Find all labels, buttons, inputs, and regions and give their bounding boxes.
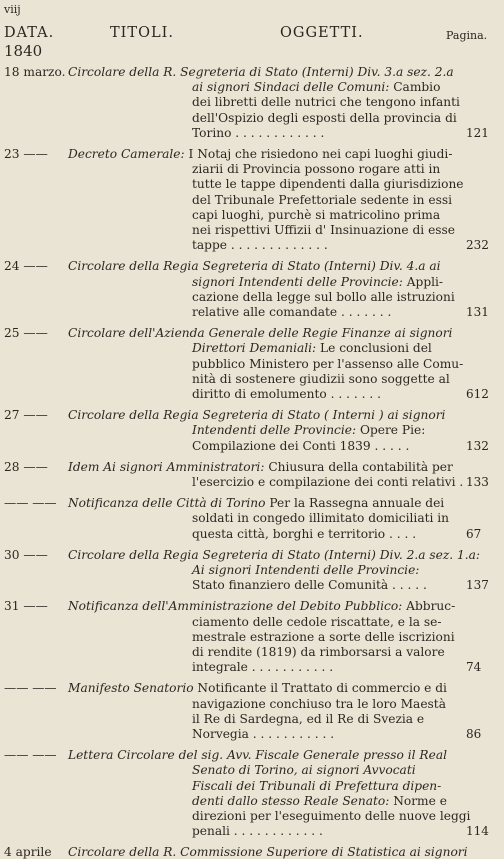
entry-date: 28 —— [4,459,48,474]
entry-text: Stato finanziero delle Comunità . . . . . [192,578,427,593]
entry-text: integrale . . . . . . . . . . . [192,660,334,675]
entry-title: Ai signori Intendenti delle Provincie: [192,563,420,577]
entry-line [192,358,463,370]
entry-text: Le conclusioni del [316,341,432,356]
entry-text: diritto di emolumento . . . . . . . [192,387,381,401]
entry-line [192,825,323,837]
entry-date: 27 —— [4,408,48,423]
entry-line [192,209,440,221]
entry-title: Intendenti delle Provincie: [192,423,357,438]
entry-title: Decreto Camerale: [68,147,185,161]
entry-page-number: 131 [466,305,489,319]
entry-text: capi luoghi, purchè si matricolino prima [192,207,441,222]
entry-line [192,764,416,776]
entry-date: 30 —— [4,547,48,562]
entry-text: questa città, borghi e territorio . . . . [192,526,417,541]
entry-text: Cambio [389,80,441,95]
entry-page-number: 86 [466,727,482,741]
entry-text: dei libretti delle nutrici che tengono infanti [192,95,460,110]
entry-line [192,96,460,108]
entry-text: navigazione conchiuso tra le loro Maestà [192,696,446,711]
entry-title: ai signori Sindaci delle Comuni: [192,80,390,95]
entry-text: I Notaj che risiedono nei capi luoghi giudi- [184,147,453,161]
entry-text: ciamento delle cedole riscattate, e la se- [192,614,442,629]
entry-date: 23 —— [4,147,48,161]
entry-line [192,373,450,385]
entry-page-number: 114 [466,824,489,839]
entry-text: Opere Pie: [356,423,426,438]
entry-line [192,795,447,807]
entry-title: Idem Ai signori Amministratori: [68,459,265,474]
entry-text: nità di sostenere giudizii sono soggette al [192,371,450,386]
entry-line [192,616,441,628]
entry-line [192,512,449,524]
entry-title: signori Intendenti delle Provincie: [192,274,403,289]
entry-line [68,497,444,509]
entry-title: Notificanza dell'Amministrazione del Debito Pubblico: [68,599,403,614]
entry-text: Norme e [389,793,447,808]
entry-title: Circolare della Regia Segreteria di Stato (Interni) Div. 2.a sez. 1.a: [68,547,481,562]
entry-line [68,461,453,473]
entry-text: ziarii di Provincia possono rogare atti in [192,162,441,177]
entry-text: di rendite (1819) da rimborsarsi a valore [192,645,445,659]
entry-text: Compilazione dei Conti 1839 . . . . . [192,438,410,453]
entry-line [192,810,470,822]
entry-line [192,698,446,710]
entry-text: il Re di Sardegna, ed il Re di Svezia e [192,711,425,726]
entry-text: pubblico Ministero per l'assenso alle Comu- [192,356,464,371]
entry-line [68,66,454,78]
entry-line [192,424,425,436]
entry-line [68,600,455,612]
entry-line [68,749,447,761]
entry-line [192,579,427,591]
entry-text: l'esercizio e compilazione dei conti relativi . [192,475,464,489]
entry-date: 4 aprile [4,845,52,859]
entry-title: Circolare della Regia Segreteria di Stato ( Interni ) ai signori [68,408,446,423]
entry-line [68,682,447,694]
entry-line [192,194,452,206]
entry-line [192,713,424,725]
entry-line [192,780,441,792]
entry-line [68,327,452,339]
entry-text: cazione della legge sul bollo alle istruzioni [192,289,455,304]
entry-date: —— —— [4,496,57,511]
entry-text: direzioni per l'eseguimento delle nuove leggi [192,809,471,823]
entry-page-number: 67 [466,526,482,541]
entry-text: Per la Rassegna annuale dei [265,496,445,511]
entry-title: Circolare dell'Azienda Generale delle Regie Finanze ai signori [68,326,453,341]
entry-line [192,388,381,400]
entry-line [192,528,416,540]
col-date-header: DATA. [4,25,55,41]
entry-page-number: 121 [466,125,489,140]
entry-page-number: 232 [466,238,489,253]
entry-text: Torino . . . . . . . . . . . . [192,125,325,140]
entry-line [192,440,409,452]
entry-text: soldati in congedo illimitato domiciliati in [192,511,450,526]
entry-line [68,846,468,858]
entry-line [68,409,445,421]
entry-line [192,178,464,190]
page-number: viij [4,3,21,16]
entry-text: Abbruc- [402,599,456,614]
entry-text: Notificante il Trattato di commercio e di [193,681,447,696]
entry-line [192,291,455,303]
entry-date: —— —— [4,681,57,696]
entry-date: 18 marzo. [4,65,66,79]
entry-line [68,148,452,160]
entry-line [192,306,391,318]
entry-line [192,112,457,124]
entry-line [192,276,443,288]
entry-text: penali . . . . . . . . . . . . [192,824,323,839]
entry-text: tutte le tappe dipendenti dalla giurisdizione [192,177,464,192]
entry-line [192,239,328,251]
entry-line [192,127,324,139]
year-label: 1840 [4,42,43,60]
entry-line [192,224,455,236]
entry-page-number: 74 [466,660,482,675]
entry-title: denti dallo stesso Reale Senato: [192,793,390,808]
entry-title: Circolare della R. Segreteria di Stato (Interni) Div. 3.a sez. 2.a [68,65,454,79]
entry-title: Circolare della R. Commissione Superiore di Statistica ai signori [68,845,468,859]
entry-title: Fiscali dei Tribunali di Prefettura dipen- [192,778,442,793]
entry-line [192,476,463,488]
entry-title: Manifesto Senatorio [68,681,194,696]
entry-date: —— —— [4,748,57,763]
entry-text: relative alle comandate . . . . . . . [192,305,392,319]
entry-title: Notificanza delle Città di Torino [68,496,266,511]
entry-line [68,549,480,561]
entry-title: Circolare della Regia Segreteria di Stato (Interni) Div. 4.a ai [68,259,441,274]
entry-line [192,342,432,354]
entry-line [68,260,441,272]
entry-text: dell'Ospizio degli esposti della provincia di [192,110,457,125]
entry-text: Chiusura della contabilità per [264,459,453,474]
entry-text: Norvegia . . . . . . . . . . . [192,727,335,741]
entry-text: mestrale estrazione a sorte delle iscrizioni [192,629,455,644]
col-objects-header: OGGETTI. [280,25,364,41]
entry-page-number: 137 [466,578,489,593]
entry-title: Lettera Circolare del sig. Avv. Fiscale Generale presso il Real [68,748,447,763]
entry-date: 31 —— [4,599,48,614]
entry-line [192,646,445,658]
entry-date: 24 —— [4,259,48,274]
entry-text: nei rispettivi Uffizii d' Insinuazione di esse [192,223,456,237]
entry-line [192,728,334,740]
entry-page-number: 612 [466,387,489,401]
entry-line [192,163,440,175]
entry-title: Direttori Demaniali: [192,341,317,356]
col-titles-header: TITOLI. [110,25,174,41]
entry-page-number: 133 [466,475,489,489]
col-page-header: Pagina. [446,29,488,42]
entry-line [192,81,440,93]
entry-line [192,631,455,643]
entry-text: del Tribunale Prefettoriale sedente in essi [192,192,453,207]
entry-text: tappe . . . . . . . . . . . . . [192,238,328,253]
entry-title: Senato di Torino, ai signori Avvocati [192,763,416,778]
entry-page-number: 132 [466,438,489,453]
entry-text: Appli- [402,274,444,289]
entry-line [192,564,419,576]
entry-date: 25 —— [4,326,48,341]
entry-line [192,661,333,673]
